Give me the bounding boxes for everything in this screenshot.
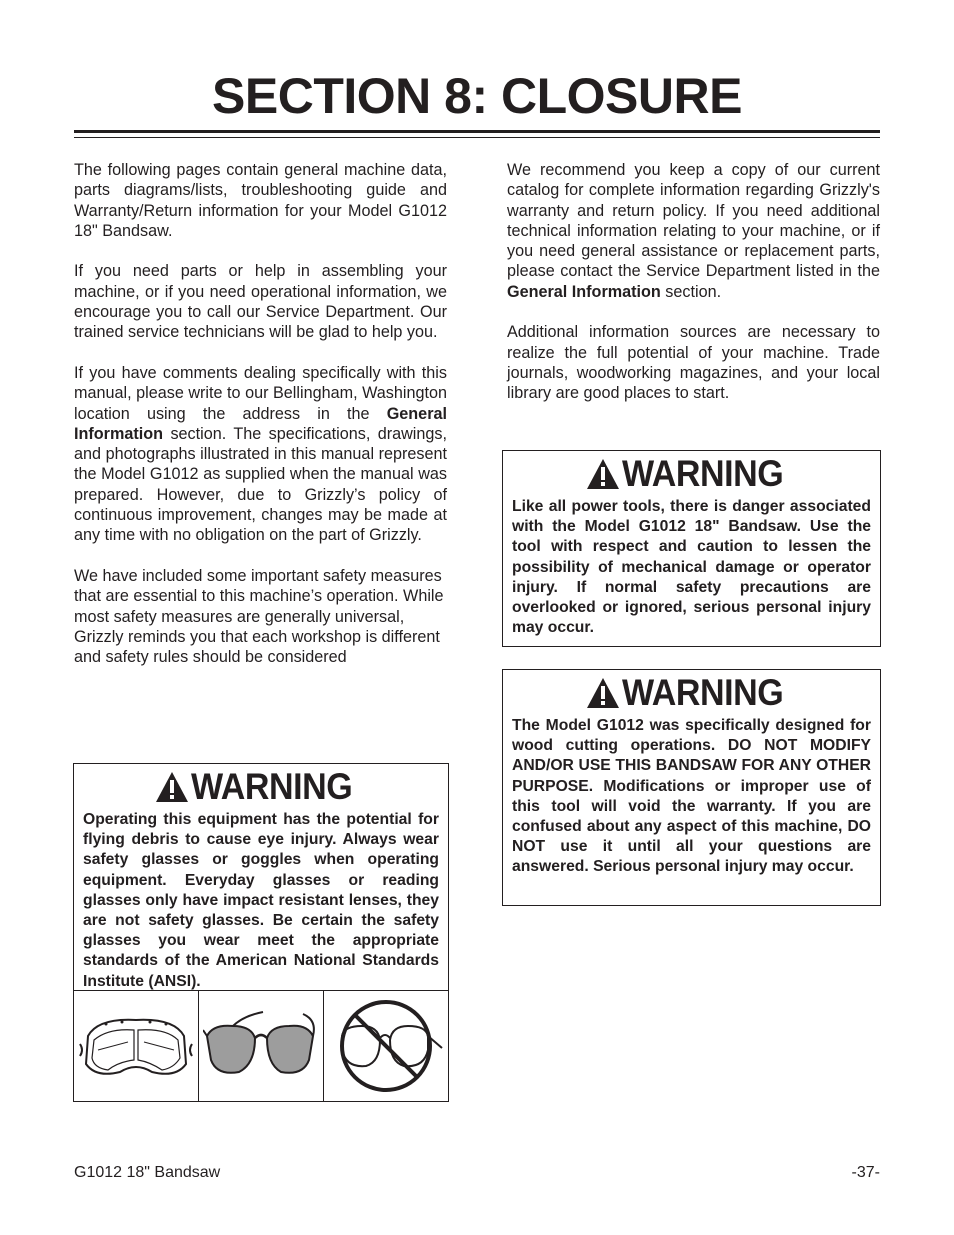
safety-glasses-icon (203, 1006, 319, 1086)
goggles-cell (74, 991, 199, 1101)
paragraph: Additional information sources are necessary to realize the full potential of your machine. Trade journals, woodworking magazines, and your local library are good places to start. (507, 323, 880, 403)
title-rule-thick (74, 130, 880, 133)
warning-box-power-tool-danger (502, 450, 881, 647)
general-information-reference: General Information (74, 404, 447, 443)
warning-box-no-modification (502, 669, 881, 906)
warning-header (74, 764, 448, 810)
paragraph: We have included some important safety measures that are essential to this machine’s operation. While most safety measures are generally universal, Grizzly reminds you that each workshop is different and safety rules should be considered (74, 566, 444, 667)
glasses-illustrations (74, 990, 448, 1101)
warning-label: WARNING (621, 672, 784, 713)
title-rule-thin (74, 137, 880, 138)
warning-triangle-icon (155, 771, 189, 803)
general-information-reference: General Information (507, 282, 661, 301)
no-regular-glasses-icon (328, 996, 444, 1096)
paragraph: The following pages contain general machine data, parts diagrams/lists, troubleshooting guide and Warranty/Return information for your Model G1012 18" Bandsaw. (74, 161, 447, 240)
warning-label: WARNING (621, 453, 784, 494)
right-column (507, 160, 880, 424)
warning-header (503, 451, 880, 497)
prohibited-glasses-cell (324, 991, 448, 1101)
warning-text: The Model G1012 was specifically designed for wood cutting operations. DO NOT MODIFY AND/OR USE THIS BANDSAW FOR ANY OTHER PURPOSE. Modifications or improper use of this tool will void the warranty. If you are confused about any aspect of this machine, DO NOT use it until all your questions are answered. Serious personal injury may occur. (512, 717, 871, 876)
left-column (74, 160, 447, 688)
safety-glasses-cell (199, 991, 324, 1101)
warning-text: Operating this equipment has the potential for flying debris to cause eye injury. Always wear safety glasses or goggles when operating equipment. Everyday glasses or reading glasses only have impact resistant lenses, they are not safety glasses. Be certain the safety glasses you wear meet the appropriate standards of the American National Standards Institute (ANSI). (83, 811, 439, 990)
warning-text: Like all power tools, there is danger associated with the Model G1012 18" Bandsaw. Use the tool with respect and caution to lessen the possibility of mechanical damage or operator injury. If normal safety precautions are overlooked or ignored, serious personal injury may occur. (512, 498, 871, 637)
safety-goggles-icon (78, 1006, 194, 1086)
warning-label: WARNING (191, 766, 353, 807)
page-title: SECTION 8: CLOSURE (212, 68, 742, 124)
footer-model: G1012 18" Bandsaw (74, 1164, 221, 1181)
warning-box-eye-safety (73, 763, 449, 1102)
paragraph: We recommend you keep a copy of our current catalog for complete information regarding Grizzly's warranty and return policy. If you need additional technical information relating to your machine, or if you need general assistance or replacement parts, please contact the Service Department listed in the General Information section. (507, 161, 880, 301)
paragraph: If you need parts or help in assembling your machine, or if you need operational information, we encourage you to call our Service Department. Our trained service technicians will be glad to help you. (74, 262, 447, 342)
warning-header (503, 670, 880, 716)
warning-triangle-icon (586, 458, 620, 490)
warning-triangle-icon (586, 677, 620, 709)
footer-page-number: -37- (851, 1164, 880, 1181)
paragraph: If you have comments dealing specifically with this manual, please write to our Bellingham, Washington location using the address in the General Information section. The specifications, drawings, and photographs illustrated in this manual represent the Model G1012 as supplied when the manual was prepared. However, due to Grizzly’s policy of continuous improvement, changes may be made at any time with no obligation on the part of Grizzly. (74, 363, 447, 545)
